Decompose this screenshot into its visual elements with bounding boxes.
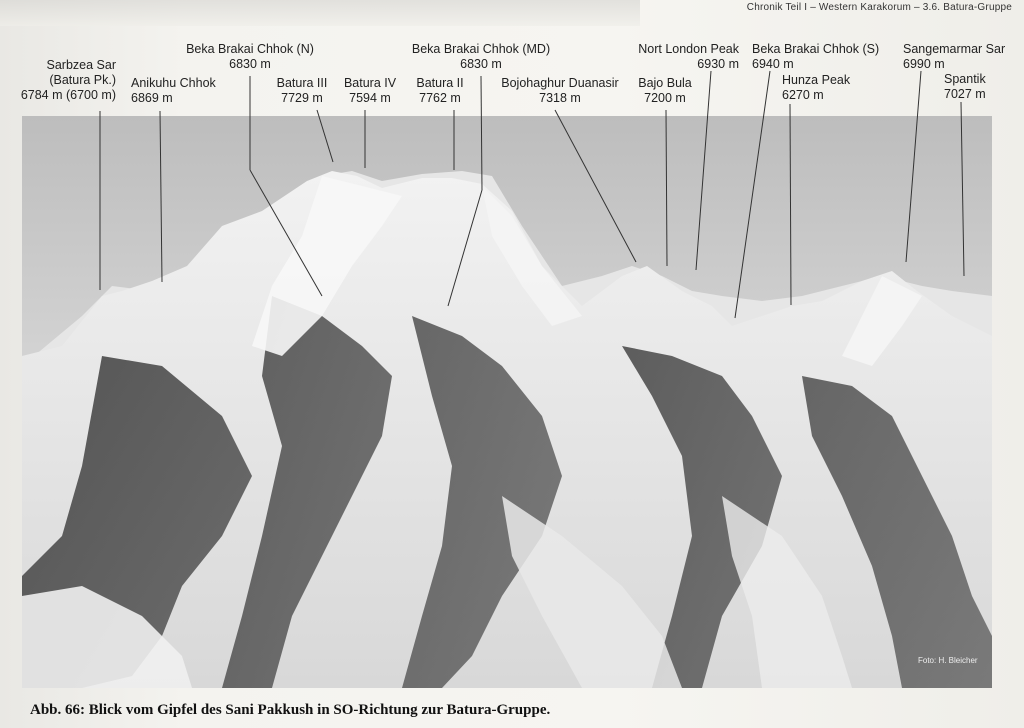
photo-credit: Foto: H. Bleicher — [918, 656, 978, 665]
label-anikuhu-chhok: Anikuhu Chhok 6869 m — [131, 76, 216, 105]
label-beka-brakai-md: Beka Brakai Chhok (MD) 6830 m — [411, 42, 551, 71]
label-nort-london-peak: Nort London Peak 6930 m — [638, 42, 739, 71]
label-bojohaghur-duanasir: Bojohaghur Duanasir 7318 m — [501, 76, 619, 105]
running-header: Chronik Teil I – Western Karakorum – 3.6. Batura-Gruppe — [746, 2, 1012, 13]
label-sangemarmar-sar: Sangemarmar Sar 6990 m — [903, 42, 1006, 71]
label-batura-ii: Batura II 7762 m — [416, 76, 464, 105]
label-beka-brakai-n: Beka Brakai Chhok (N) 6830 m — [186, 42, 314, 71]
label-hunza-peak: Hunza Peak 6270 m — [782, 73, 851, 102]
mountain-photo — [22, 116, 992, 688]
label-bajo-bula: Bajo Bula 7200 m — [638, 76, 692, 105]
peak-labels — [0, 0, 1024, 120]
label-spantik: Spantik 7027 m — [944, 72, 986, 101]
figure-caption: Abb. 66: Blick vom Gipfel des Sani Pakkush in SO-Richtung zur Batura-Gruppe. — [30, 702, 551, 718]
label-batura-iv: Batura IV 7594 m — [343, 76, 397, 105]
label-batura-iii: Batura III 7729 m — [276, 76, 328, 105]
label-sarbzea-sar: Sarbzea Sar (Batura Pk.) 6784 m (6700 m) — [20, 58, 116, 102]
label-beka-brakai-s: Beka Brakai Chhok (S) 6940 m — [752, 42, 880, 71]
